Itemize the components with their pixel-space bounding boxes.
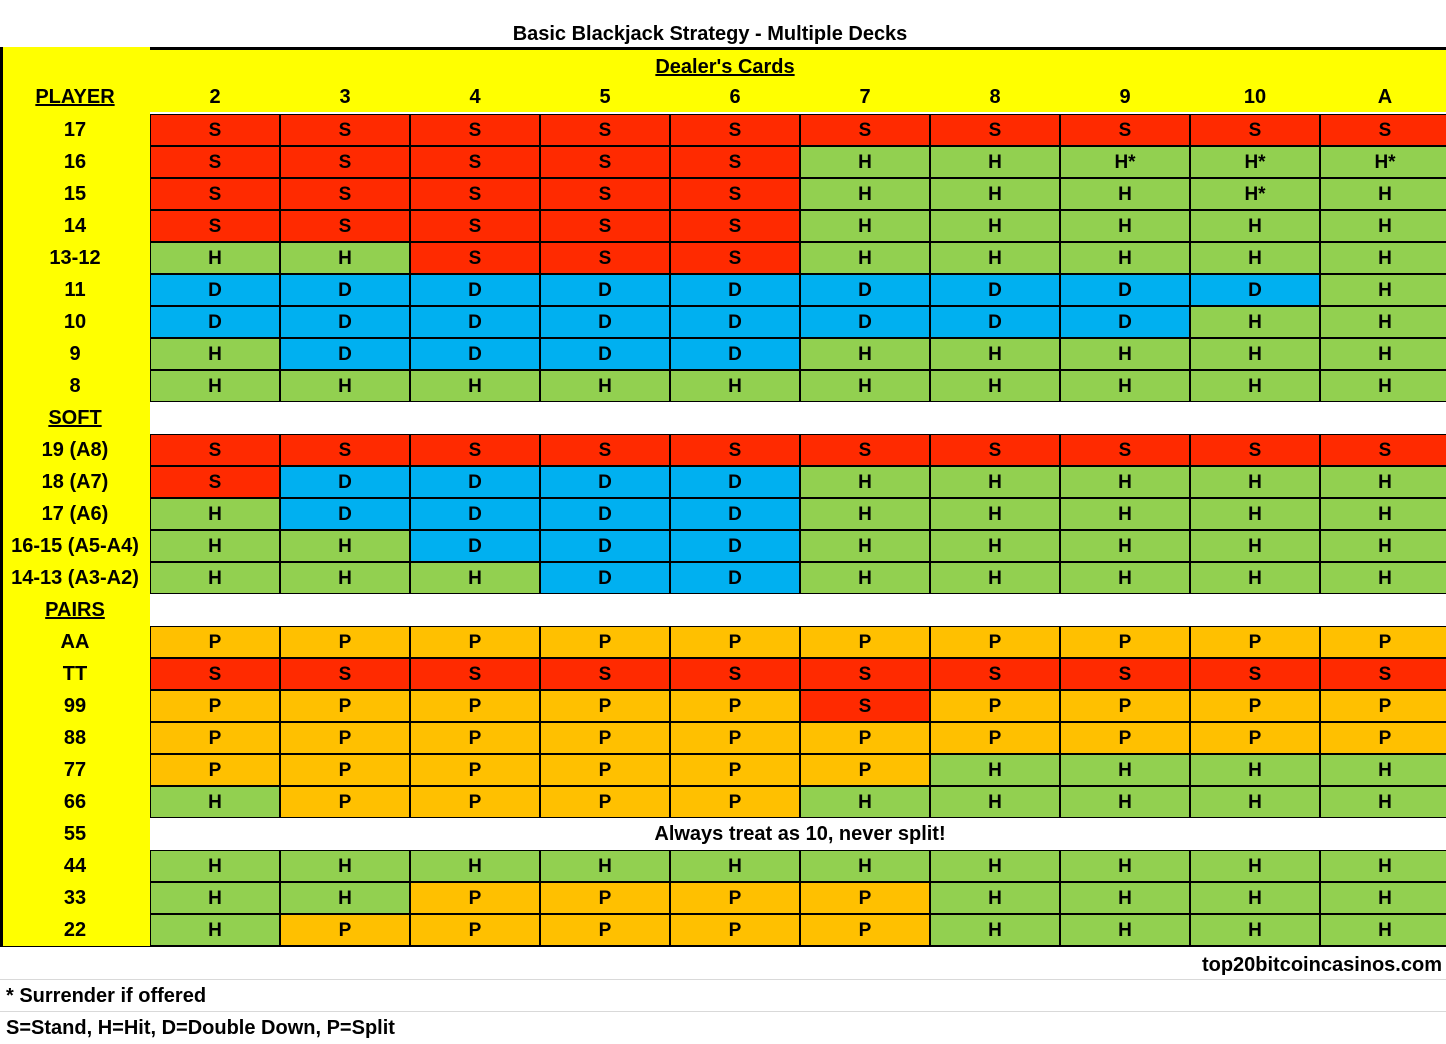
strategy-cell: P — [800, 626, 930, 658]
strategy-cell: S — [410, 178, 540, 210]
strategy-cell: H — [150, 370, 280, 402]
strategy-cell: H — [1190, 562, 1320, 594]
strategy-cell: P — [1060, 722, 1190, 754]
strategy-cell: P — [410, 722, 540, 754]
strategy-cell: S — [1190, 434, 1320, 466]
player-hand-label: 8 — [69, 375, 81, 397]
player-hand-label: 15 — [63, 183, 87, 205]
strategy-cell: P — [280, 690, 410, 722]
player-hand-label: 14-13 (A3-A2) — [11, 567, 139, 589]
strategy-cell: P — [150, 626, 280, 658]
strategy-cell: H — [800, 786, 930, 818]
strategy-cell: H — [1060, 178, 1190, 210]
strategy-cell: S — [540, 178, 670, 210]
strategy-cell: S — [930, 658, 1060, 690]
strategy-cell: S — [540, 210, 670, 242]
strategy-cell: S — [1190, 658, 1320, 690]
strategy-cell: H — [930, 242, 1060, 274]
strategy-cell: D — [800, 306, 930, 338]
strategy-cell: P — [280, 722, 410, 754]
strategy-cell: S — [930, 434, 1060, 466]
player-hand-label: 44 — [63, 855, 87, 877]
strategy-cell: H — [930, 850, 1060, 882]
strategy-cell: S — [410, 146, 540, 178]
strategy-cell: H — [1190, 914, 1320, 946]
strategy-cell: S — [280, 210, 410, 242]
strategy-cell: P — [150, 754, 280, 786]
strategy-cell: P — [800, 914, 930, 946]
strategy-cell: S — [540, 146, 670, 178]
strategy-cell: D — [540, 338, 670, 370]
strategy-cell: H — [1320, 498, 1446, 530]
strategy-cell: P — [540, 626, 670, 658]
strategy-cell: H — [1320, 530, 1446, 562]
player-hand-label: 16-15 (A5-A4) — [11, 535, 139, 557]
strategy-cell: H — [930, 210, 1060, 242]
strategy-cell: D — [800, 274, 930, 306]
strategy-cell: P — [670, 626, 800, 658]
strategy-cell: H — [930, 338, 1060, 370]
strategy-cell: D — [540, 562, 670, 594]
strategy-cell: P — [540, 722, 670, 754]
strategy-cell: H — [930, 498, 1060, 530]
strategy-cell: H — [930, 882, 1060, 914]
strategy-cell: H — [800, 178, 930, 210]
strategy-cell: H — [150, 498, 280, 530]
strategy-cell: P — [670, 882, 800, 914]
dealer-card-header: 9 — [1119, 86, 1131, 108]
strategy-cell: H — [1190, 466, 1320, 498]
strategy-cell: S — [930, 114, 1060, 146]
strategy-cell: P — [800, 882, 930, 914]
strategy-cell: S — [800, 114, 930, 146]
section-label: PAIRS — [45, 599, 105, 621]
strategy-cell: H — [150, 562, 280, 594]
player-hand-label: 17 — [63, 119, 87, 141]
strategy-cell: H — [150, 914, 280, 946]
strategy-cell: S — [150, 658, 280, 690]
strategy-cell: H — [1060, 530, 1190, 562]
strategy-cell: P — [1190, 626, 1320, 658]
strategy-cell: D — [540, 498, 670, 530]
surrender-footnote: * Surrender if offered — [6, 985, 207, 1007]
strategy-cell: H — [1320, 338, 1446, 370]
strategy-cell: D — [150, 274, 280, 306]
strategy-cell: S — [1190, 114, 1320, 146]
dealer-card-header: A — [1377, 86, 1393, 108]
strategy-cell: P — [1320, 626, 1446, 658]
strategy-cell: H — [1190, 850, 1320, 882]
strategy-cell: S — [280, 434, 410, 466]
dealer-card-header: 5 — [599, 86, 611, 108]
strategy-cell: D — [930, 306, 1060, 338]
strategy-cell: S — [1060, 114, 1190, 146]
strategy-cell: S — [670, 434, 800, 466]
divider — [0, 1011, 1446, 1012]
player-label: PLAYER — [35, 86, 115, 108]
strategy-cell: S — [800, 434, 930, 466]
strategy-cell: P — [410, 786, 540, 818]
strategy-cell: H — [930, 146, 1060, 178]
section-spacer — [150, 594, 1446, 626]
strategy-cell: H — [1190, 786, 1320, 818]
strategy-cell: D — [930, 274, 1060, 306]
strategy-cell: P — [930, 722, 1060, 754]
strategy-cell: S — [410, 242, 540, 274]
strategy-cell: S — [1060, 658, 1190, 690]
strategy-cell: P — [410, 690, 540, 722]
strategy-cell: H — [410, 370, 540, 402]
strategy-cell: H — [800, 146, 930, 178]
strategy-cell: H — [1190, 530, 1320, 562]
strategy-cell: H — [930, 466, 1060, 498]
strategy-cell: H — [280, 562, 410, 594]
strategy-cell: H — [1060, 242, 1190, 274]
strategy-cell: S — [540, 434, 670, 466]
strategy-cell: H — [280, 242, 410, 274]
strategy-cell: P — [670, 690, 800, 722]
strategy-cell: S — [540, 114, 670, 146]
strategy-cell: H — [930, 370, 1060, 402]
strategy-cell: H — [1320, 306, 1446, 338]
player-hand-label: 22 — [63, 919, 87, 941]
strategy-cell: H* — [1190, 178, 1320, 210]
strategy-cell: D — [1190, 274, 1320, 306]
strategy-cell: D — [670, 338, 800, 370]
strategy-cell: P — [540, 786, 670, 818]
strategy-cell: H* — [1060, 146, 1190, 178]
strategy-cell: H — [800, 338, 930, 370]
player-hand-label: 55 — [63, 823, 87, 845]
strategy-cell: H — [800, 210, 930, 242]
strategy-cell: P — [540, 754, 670, 786]
strategy-cell: P — [410, 914, 540, 946]
strategy-cell: H — [150, 882, 280, 914]
strategy-cell: S — [410, 114, 540, 146]
website-label: top20bitcoincasinos.com — [1201, 954, 1442, 976]
player-hand-label: 66 — [63, 791, 87, 813]
strategy-cell: S — [1320, 434, 1446, 466]
strategy-cell: P — [800, 722, 930, 754]
strategy-cell: H — [1190, 242, 1320, 274]
strategy-cell: H — [1060, 370, 1190, 402]
strategy-cell: D — [670, 498, 800, 530]
strategy-cell: H — [1320, 210, 1446, 242]
strategy-cell: H — [1320, 754, 1446, 786]
strategy-cell: P — [540, 690, 670, 722]
strategy-cell: H — [1060, 914, 1190, 946]
strategy-cell: P — [930, 626, 1060, 658]
strategy-cell: H — [1060, 754, 1190, 786]
strategy-cell: H — [1060, 562, 1190, 594]
strategy-cell: D — [540, 530, 670, 562]
strategy-cell: P — [1190, 722, 1320, 754]
strategy-cell: S — [410, 658, 540, 690]
dealer-card-header: 7 — [859, 86, 871, 108]
page-title: Basic Blackjack Strategy - Multiple Decks — [512, 23, 908, 45]
strategy-cell: P — [1060, 626, 1190, 658]
strategy-cell: P — [1190, 690, 1320, 722]
strategy-cell: H — [1060, 786, 1190, 818]
section-label: SOFT — [48, 407, 102, 429]
strategy-cell: H — [800, 562, 930, 594]
strategy-cell: S — [670, 242, 800, 274]
strategy-cell: D — [150, 306, 280, 338]
strategy-cell: P — [670, 914, 800, 946]
strategy-cell: S — [1320, 114, 1446, 146]
strategy-cell: S — [670, 114, 800, 146]
strategy-cell: P — [930, 690, 1060, 722]
strategy-cell: H* — [1190, 146, 1320, 178]
strategy-cell: H — [1320, 882, 1446, 914]
player-hand-label: 9 — [69, 343, 81, 365]
strategy-cell: P — [410, 754, 540, 786]
strategy-cell: P — [670, 754, 800, 786]
strategy-cell: H — [150, 530, 280, 562]
strategy-cell: S — [410, 434, 540, 466]
dealer-card-header: 6 — [729, 86, 741, 108]
strategy-cell: H — [800, 850, 930, 882]
strategy-cell: S — [1320, 658, 1446, 690]
player-hand-label: 18 (A7) — [41, 471, 109, 493]
strategy-cell: H — [930, 754, 1060, 786]
section-spacer — [150, 402, 1446, 434]
strategy-cell: D — [280, 466, 410, 498]
player-hand-label: 77 — [63, 759, 87, 781]
strategy-cell: S — [670, 210, 800, 242]
strategy-cell: H — [1320, 274, 1446, 306]
player-hand-label: 13-12 — [49, 247, 101, 269]
strategy-cell: D — [670, 562, 800, 594]
strategy-cell: D — [670, 274, 800, 306]
strategy-cell: H — [930, 562, 1060, 594]
strategy-cell: H — [150, 850, 280, 882]
strategy-cell: H — [280, 882, 410, 914]
strategy-cell: H — [800, 498, 930, 530]
strategy-cell: H — [540, 370, 670, 402]
strategy-cell: S — [410, 210, 540, 242]
strategy-cell: H — [1320, 242, 1446, 274]
pair-55-note: Always treat as 10, never split! — [150, 818, 1446, 850]
strategy-cell: H — [410, 850, 540, 882]
strategy-cell: S — [150, 466, 280, 498]
strategy-cell: H — [1320, 562, 1446, 594]
divider — [0, 979, 1446, 980]
strategy-cell: D — [410, 274, 540, 306]
strategy-cell: P — [280, 914, 410, 946]
strategy-cell: P — [280, 626, 410, 658]
strategy-cell: P — [670, 786, 800, 818]
strategy-cell: S — [150, 434, 280, 466]
strategy-cell: H — [800, 530, 930, 562]
strategy-cell: H — [930, 914, 1060, 946]
strategy-cell: D — [410, 306, 540, 338]
strategy-cell: S — [150, 114, 280, 146]
strategy-cell: D — [540, 306, 670, 338]
strategy-cell: H — [1190, 338, 1320, 370]
strategy-cell: S — [280, 114, 410, 146]
strategy-cell: H — [150, 338, 280, 370]
strategy-cell: S — [800, 658, 930, 690]
strategy-cell: S — [150, 210, 280, 242]
strategy-cell: H — [280, 850, 410, 882]
strategy-cell: S — [540, 242, 670, 274]
strategy-cell: H — [1320, 466, 1446, 498]
strategy-cell: H — [1190, 210, 1320, 242]
dealer-card-header: 8 — [989, 86, 1001, 108]
dealer-card-header: 10 — [1243, 86, 1267, 108]
strategy-cell: S — [150, 178, 280, 210]
player-hand-label: 16 — [63, 151, 87, 173]
strategy-cell: D — [670, 466, 800, 498]
strategy-cell: S — [670, 658, 800, 690]
strategy-cell: H — [1060, 338, 1190, 370]
strategy-cell: S — [150, 146, 280, 178]
strategy-cell: S — [670, 178, 800, 210]
strategy-cell: D — [410, 466, 540, 498]
strategy-cell: H — [280, 530, 410, 562]
strategy-cell: S — [670, 146, 800, 178]
strategy-cell: H — [1190, 370, 1320, 402]
strategy-cell: D — [280, 274, 410, 306]
strategy-cell: H — [410, 562, 540, 594]
strategy-cell: H — [800, 466, 930, 498]
player-hand-label: 88 — [63, 727, 87, 749]
strategy-cell: P — [540, 882, 670, 914]
strategy-cell: S — [280, 178, 410, 210]
strategy-cell: P — [410, 882, 540, 914]
strategy-cell: S — [800, 690, 930, 722]
strategy-cell: H — [670, 850, 800, 882]
player-hand-label: AA — [60, 631, 90, 653]
strategy-cell: D — [540, 274, 670, 306]
strategy-cell: H — [1060, 498, 1190, 530]
dealer-card-header: 2 — [209, 86, 221, 108]
strategy-cell: H — [670, 370, 800, 402]
strategy-cell: H — [1190, 306, 1320, 338]
strategy-cell: D — [410, 530, 540, 562]
strategy-cell: D — [410, 338, 540, 370]
strategy-cell: P — [410, 626, 540, 658]
strategy-cell: H — [800, 242, 930, 274]
strategy-cell: S — [280, 146, 410, 178]
player-hand-label: 17 (A6) — [41, 503, 109, 525]
dealer-card-header: 3 — [339, 86, 351, 108]
strategy-cell: H — [800, 370, 930, 402]
strategy-cell: D — [1060, 274, 1190, 306]
strategy-cell: P — [1320, 690, 1446, 722]
strategy-cell: H — [1320, 370, 1446, 402]
strategy-cell: H* — [1320, 146, 1446, 178]
strategy-cell: H — [1060, 466, 1190, 498]
strategy-cell: D — [280, 498, 410, 530]
strategy-cell: D — [670, 306, 800, 338]
player-hand-label: 10 — [63, 311, 87, 333]
player-hand-label: 19 (A8) — [41, 439, 109, 461]
strategy-cell: H — [1190, 882, 1320, 914]
strategy-cell: D — [410, 498, 540, 530]
player-hand-label: 11 — [64, 279, 86, 301]
strategy-cell: P — [1320, 722, 1446, 754]
player-hand-label: 14 — [63, 215, 87, 237]
strategy-cell: H — [1060, 210, 1190, 242]
strategy-cell: H — [930, 178, 1060, 210]
strategy-cell: H — [1060, 882, 1190, 914]
strategy-cell: D — [280, 338, 410, 370]
strategy-cell: D — [670, 530, 800, 562]
strategy-cell: H — [1320, 786, 1446, 818]
strategy-cell: H — [1320, 178, 1446, 210]
strategy-cell: D — [540, 466, 670, 498]
dealer-cards-label: Dealer's Cards — [655, 56, 795, 78]
strategy-cell: P — [540, 914, 670, 946]
dealer-card-header: 4 — [469, 86, 481, 108]
strategy-cell: H — [1320, 850, 1446, 882]
strategy-cell: S — [540, 658, 670, 690]
strategy-cell: H — [150, 242, 280, 274]
strategy-cell: H — [930, 530, 1060, 562]
strategy-cell: S — [1060, 434, 1190, 466]
strategy-cell: P — [150, 722, 280, 754]
strategy-cell: P — [150, 690, 280, 722]
strategy-cell: H — [930, 786, 1060, 818]
strategy-cell: P — [280, 786, 410, 818]
strategy-cell: P — [670, 722, 800, 754]
strategy-cell: D — [1060, 306, 1190, 338]
strategy-cell: H — [150, 786, 280, 818]
strategy-cell: H — [540, 850, 670, 882]
player-hand-label: 99 — [63, 695, 87, 717]
strategy-cell: D — [280, 306, 410, 338]
strategy-cell: H — [1190, 754, 1320, 786]
player-hand-label: TT — [62, 663, 88, 685]
strategy-cell: H — [1060, 850, 1190, 882]
player-hand-label: 33 — [63, 887, 87, 909]
strategy-cell: P — [280, 754, 410, 786]
strategy-cell: P — [1060, 690, 1190, 722]
strategy-cell: S — [280, 658, 410, 690]
strategy-cell: H — [1190, 498, 1320, 530]
strategy-cell: H — [280, 370, 410, 402]
strategy-cell: H — [1320, 914, 1446, 946]
strategy-cell: P — [800, 754, 930, 786]
legend: S=Stand, H=Hit, D=Double Down, P=Split — [6, 1017, 395, 1039]
